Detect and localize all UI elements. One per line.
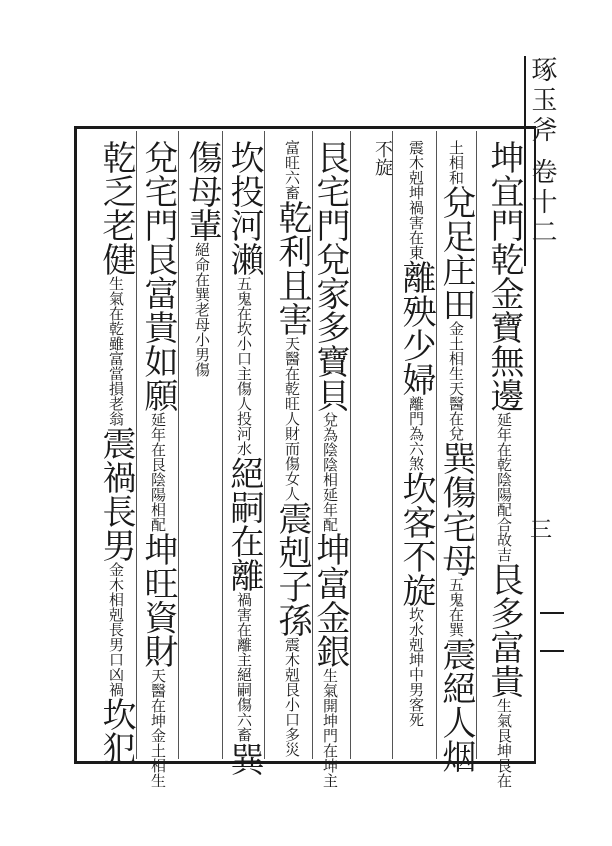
column-rule bbox=[476, 131, 477, 759]
column-rule bbox=[178, 131, 179, 759]
main-text: 坎客不旋 bbox=[396, 471, 436, 607]
main-text: 坎犯 bbox=[96, 697, 136, 765]
text-column-6 bbox=[268, 140, 312, 756]
text-column-7 bbox=[224, 140, 264, 776]
main-text: 離殃少婦 bbox=[396, 260, 436, 396]
main-text: 絕嗣在離 bbox=[224, 456, 264, 592]
annotation: 富旺六畜 bbox=[283, 140, 301, 200]
column-rule bbox=[392, 131, 393, 759]
column-rule bbox=[350, 131, 351, 759]
text-column-1 bbox=[480, 140, 524, 788]
annotation: 生氣開坤門在坤主 bbox=[321, 668, 339, 788]
column-rule bbox=[136, 131, 137, 759]
main-text: 兌宅門艮富貴如願 bbox=[138, 140, 178, 412]
text-column-2 bbox=[436, 140, 476, 773]
annotation: 絕命在巽老母小男傷 bbox=[193, 242, 211, 377]
page-number: 三 bbox=[530, 518, 553, 543]
main-text: 乾利且害 bbox=[272, 200, 312, 336]
annotation: 天醫在坤金土相生 bbox=[149, 668, 167, 788]
annotation: 生氣艮坤艮在 bbox=[495, 698, 513, 788]
column-rule bbox=[222, 131, 223, 759]
annotation: 禍害在離主絕嗣傷六畜 bbox=[235, 592, 253, 742]
text-column-4 bbox=[354, 140, 392, 756]
main-text: 震剋子孫 bbox=[272, 501, 312, 637]
annotation: 五鬼在巽 bbox=[447, 577, 465, 637]
main-text: 巽 bbox=[224, 742, 264, 776]
main-text: 艮宅門兌家多寶貝 bbox=[310, 140, 350, 412]
text-column-9 bbox=[138, 140, 178, 788]
main-text: 震絕人烟 bbox=[436, 637, 476, 773]
text-column-5 bbox=[310, 140, 350, 788]
main-text: 巽傷宅母 bbox=[436, 441, 476, 577]
annotation: 金土相生天醫在兌 bbox=[447, 321, 465, 441]
annotation: 天醫在乾旺人財而傷女人 bbox=[283, 336, 301, 501]
text-column-8 bbox=[182, 140, 222, 756]
main-text: 坤宜門乾金寶無邊 bbox=[484, 140, 524, 412]
annotation: 土相和 bbox=[447, 140, 465, 185]
annotation: 兌為陰陰相延年配 bbox=[321, 412, 339, 532]
annotation: 不旋 bbox=[372, 140, 393, 176]
main-text: 坤旺資財 bbox=[138, 532, 178, 668]
header-title: 琢玉斧 卷十二 bbox=[527, 56, 557, 249]
column-rule bbox=[264, 131, 265, 759]
text-column-10 bbox=[90, 140, 136, 765]
text-column-3 bbox=[396, 140, 436, 756]
main-text: 乾乏老健 bbox=[96, 140, 136, 276]
main-text: 兌足庄田 bbox=[436, 185, 476, 321]
annotation: 震木剋坤禍害在東 bbox=[407, 140, 425, 260]
main-text: 震禍長男 bbox=[96, 426, 136, 562]
main-text: 傷母輩 bbox=[182, 140, 222, 242]
annotation: 金木相剋長男口凶禍 bbox=[107, 562, 125, 697]
fish-tail-mark bbox=[540, 612, 564, 652]
annotation: 生氣在乾雖富當損老翁 bbox=[107, 276, 125, 426]
annotation: 延年在艮陰陽相配 bbox=[149, 412, 167, 532]
annotation: 震木剋艮小口多災 bbox=[283, 637, 301, 757]
annotation: 離門為六煞 bbox=[407, 396, 425, 471]
main-text: 艮多富貴 bbox=[484, 562, 524, 698]
main-text: 坎投河瀨 bbox=[224, 140, 264, 276]
annotation: 延年在乾陰陽配合故吉 bbox=[495, 412, 513, 562]
annotation: 坎水剋坤中男客死 bbox=[407, 607, 425, 727]
main-text: 坤富金銀 bbox=[310, 532, 350, 668]
annotation: 五鬼在坎小口主傷人投河水 bbox=[235, 276, 253, 456]
